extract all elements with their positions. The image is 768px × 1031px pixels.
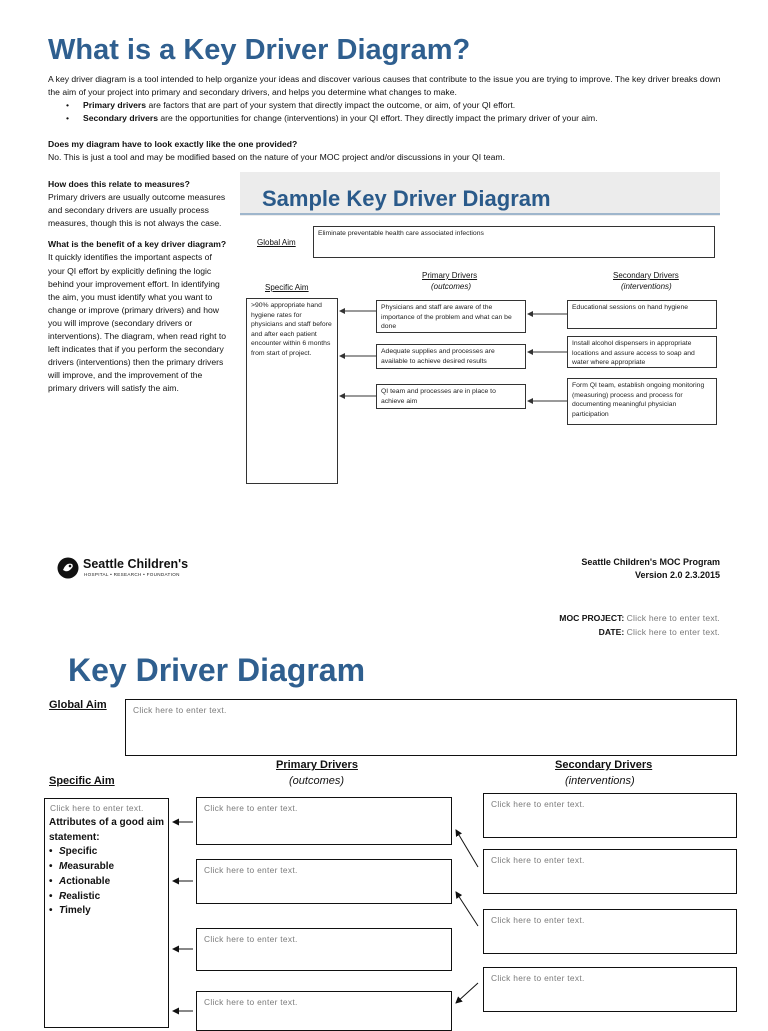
faq-question: How does this relate to measures? [48, 179, 190, 189]
primary-driver-field-1[interactable] [196, 797, 452, 845]
faq-answer: Primary drivers are usually outcome measures and secondary drivers are usually process measures, though this is not always the case. [48, 192, 226, 229]
driver-definitions [66, 99, 726, 125]
global-aim-label: Global Aim [49, 699, 107, 711]
specific-aim-label: Specific Aim [49, 775, 115, 787]
placeholder-text: Click here to enter text. [491, 973, 585, 983]
attribute-item: • Actionable [49, 875, 168, 890]
aim-attributes [49, 816, 168, 919]
sample-diagram [240, 172, 720, 490]
arrow [456, 892, 478, 926]
faq-answer: No. This is just a tool and may be modified based on the nature of your MOC project and/or discussions in your QI team. [48, 152, 505, 162]
attribute-item: • Specific [49, 845, 168, 860]
placeholder-text: Click here to enter text. [491, 799, 585, 809]
faq-answer: It quickly identifies the important aspects of your QI effort by explicitly defining the logic behind your improvement effort. In identifying the aim, you must identify what you want to change or improve (primary drivers) and how you will improve (secondary drivers or interventions). The diagram, when read right to left indicates that if you perform the secondary drivers (interventions) then the primary drivers will improve, and the improvement of the primary drivers will satisfy the aim. [48, 252, 227, 394]
secondary-driver-field-2[interactable] [483, 849, 737, 894]
sample-specific-aim-label: Specific Aim [265, 283, 309, 292]
sample-primary-label: Primary Drivers [422, 271, 478, 280]
date-field[interactable]: Click here to enter text. [626, 626, 720, 637]
secondary-driver-field-1[interactable] [483, 793, 737, 838]
arrow [456, 983, 478, 1003]
sample-specific-aim-box: >90% appropriate hand hygiene rates for physicians and staff before and after each patient encounter within 6 months from start of project. [246, 298, 338, 484]
sample-global-aim-label: Global Aim [257, 238, 296, 247]
secondary-drivers-label: Secondary Drivers [555, 759, 653, 771]
sample-primary-sub: (outcomes) [431, 282, 472, 291]
faq-sidebar [48, 178, 230, 404]
sample-secondary-label: Secondary Drivers [613, 271, 679, 280]
attribute-item: • Measurable [49, 860, 168, 875]
placeholder-text: Click here to enter text. [133, 705, 227, 715]
page-title: What is a Key Driver Diagram? [48, 34, 471, 66]
attribute-item: • Realistic [49, 890, 168, 905]
placeholder-text: Click here to enter text. [204, 803, 298, 813]
sample-primary-driver-1: Physicians and staff are aware of the importance of the problem and what can be done [376, 300, 526, 333]
program-info [581, 556, 720, 581]
intro-paragraph: A key driver diagram is a tool intended to help organize your ideas and discover various causes that contribute to the issue you are trying to improve. The key driver breaks down the aim of your project into primary and secondary drivers, and helps you determine what changes to make. [48, 74, 721, 97]
title-rule [240, 213, 720, 215]
sample-secondary-driver-2: Install alcohol dispensers in appropriate locations and assure access to soap and water where appropriate [567, 336, 717, 368]
sample-diagram-title: Sample Key Driver Diagram [262, 186, 551, 211]
primary-drivers-label: Primary Drivers [276, 759, 358, 771]
primary-driver-definition: • Primary drivers are factors that are part of your system that directly impact the outcome, or aim, of your QI effort. [66, 99, 726, 112]
faq-diagram-format [48, 138, 728, 164]
specific-aim-field[interactable] [44, 798, 169, 1028]
project-fields [559, 612, 720, 639]
sample-global-aim-box: Eliminate preventable health care associated infections [313, 226, 715, 258]
placeholder-text: Click here to enter text. [204, 997, 298, 1007]
logo-icon [57, 557, 79, 579]
placeholder-text: Click here to enter text. [204, 934, 298, 944]
sample-diagram-body [240, 216, 720, 490]
sample-primary-driver-2: Adequate supplies and processes are available to achieve desired results [376, 344, 526, 369]
secondary-driver-definition: • Secondary drivers are the opportunities for change (interventions) in your QI effort. They directly impact the primary driver of your aim. [66, 112, 726, 125]
sample-secondary-driver-1: Educational sessions on hand hygiene [567, 300, 717, 329]
attributes-heading: Attributes of a good aim statement: [49, 817, 164, 843]
seattle-childrens-logo [57, 556, 207, 582]
primary-driver-field-4[interactable] [196, 991, 452, 1031]
date-label: DATE: [598, 626, 625, 637]
secondary-driver-field-3[interactable] [483, 909, 737, 954]
org-subtitle: HOSPITAL • RESEARCH • FOUNDATION [84, 572, 180, 577]
secondary-driver-field-4[interactable] [483, 967, 737, 1012]
moc-project-field[interactable]: Click here to enter text. [626, 613, 720, 623]
sample-primary-driver-3: QI team and processes are in place to achieve aim [376, 384, 526, 409]
primary-driver-field-3[interactable] [196, 928, 452, 971]
version: Version 2.0 2.3.2015 [634, 569, 720, 580]
faq-question: What is the benefit of a key driver diagram? [48, 239, 227, 250]
org-name: Seattle Children's [83, 557, 189, 571]
moc-project-label: MOC PROJECT: [559, 613, 625, 623]
primary-drivers-sub: (outcomes) [289, 775, 345, 787]
sample-secondary-sub: (interventions) [621, 282, 672, 291]
placeholder-text: Click here to enter text. [50, 803, 144, 813]
form-title: Key Driver Diagram [68, 652, 366, 688]
arrow [456, 830, 478, 867]
sample-secondary-driver-3: Form QI team, establish ongoing monitoring (measuring) process and process for documenting meaningful physician participation [567, 378, 717, 425]
global-aim-field[interactable] [125, 699, 737, 756]
attribute-item: • Timely [49, 904, 168, 919]
placeholder-text: Click here to enter text. [491, 855, 585, 865]
primary-driver-field-2[interactable] [196, 859, 452, 904]
program-name: Seattle Children's MOC Program [581, 557, 720, 567]
placeholder-text: Click here to enter text. [491, 915, 585, 925]
faq-question: Does my diagram have to look exactly like the one provided? [48, 139, 298, 149]
placeholder-text: Click here to enter text. [204, 865, 298, 875]
secondary-drivers-sub: (interventions) [565, 775, 635, 787]
